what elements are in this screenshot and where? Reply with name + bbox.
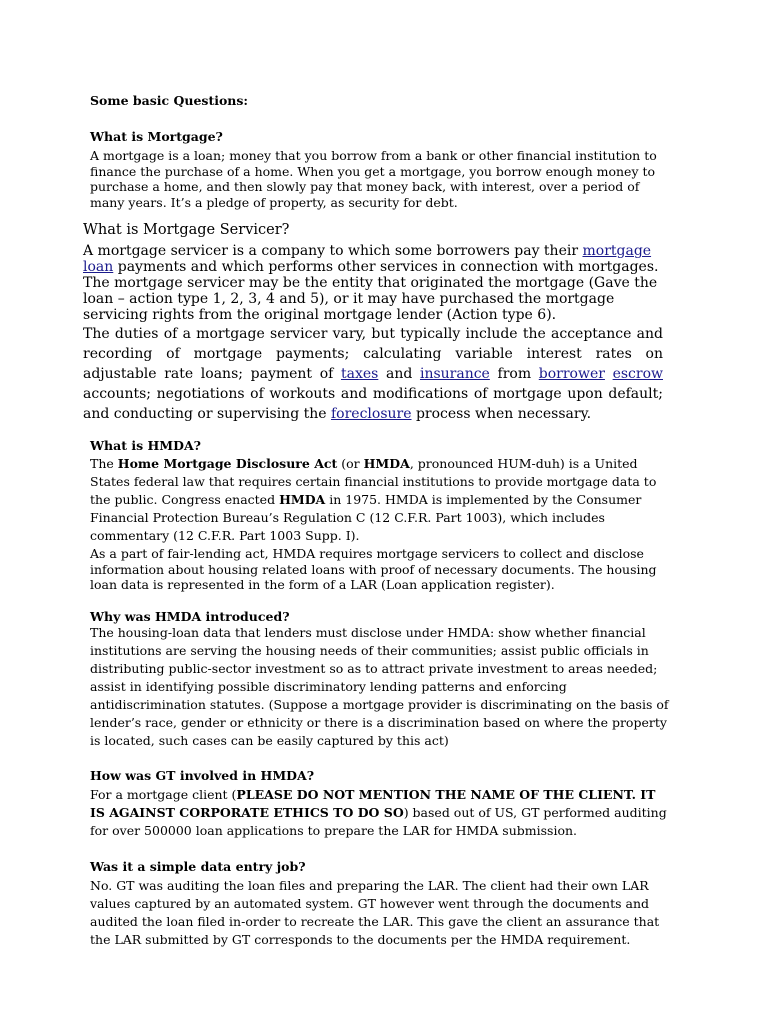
escrow-link[interactable]: escrow xyxy=(612,366,663,382)
insurance-link[interactable]: insurance xyxy=(419,366,490,382)
hmda-paragraph-2: As a part of fair-lending act, HMDA requires mortgage servicers to collect and disclose information about housing related loans with proof of necessary documents. The housing loan data is represented in the form of a LAR (Loan application register). xyxy=(90,546,657,592)
foreclosure-link[interactable]: foreclosure xyxy=(330,406,412,422)
mortgage-answer: A mortgage is a loan; money that you borrow from a bank or other financial institution to finance the purchase of a home. When you get a mortgage, you borrow enough money to purchase a home, and then slowly pay that money back, with interest, over a period of many years. It’s a pledge of property, as security for debt. xyxy=(90,148,657,210)
servicer-question: What is Mortgage Servicer? xyxy=(83,222,290,238)
why-answer: The housing-loan data that lenders must disclose under HMDA: show whether financial institutions are serving the housing needs of their communities; assist public officials in distributing public-sector investment so as to attract private investment to areas needed; assist in identifying possible discriminatory lending patterns and enforcing antidiscrimination statutes. (Suppose a mortgage provider is discriminating on the basis of lender’s race, gender or ethnicity or there is a discrimination based on where the property is located, such cases can be easily captured by this act) xyxy=(90,625,669,748)
hmda-paragraph-1: The Home Mortgage Disclosure Act (or HMDA, pronounced HUM-duh) is a United States federal law that requires certain financial institutions to provide mortgage data to the public. Congress enacted HMDA in 1975. HMDA is implemented by the Consumer Financial Protection Bureau’s Regulation C (12 C.F.R. Part 1003), which includes commentary (12 C.F.R. Part 1003 Supp. I). xyxy=(90,456,657,543)
why-question: Why was HMDA introduced? xyxy=(90,609,290,624)
mortgage-question: What is Mortgage? xyxy=(90,129,223,144)
intro-heading: Some basic Questions: xyxy=(90,93,249,108)
hmda-question: What is HMDA? xyxy=(90,438,201,453)
servicer-paragraph-1: A mortgage servicer is a company to which some borrowers pay their mortgage loan payments and which performs other services in connection with mortgages. The mortgage servicer may be the entity that originated the mortgage (Gave the loan – action type 1, 2, 3, 4 and 5), or it may have purchased the mortgage servicing rights from the original mortgage lender (Action type 6). xyxy=(83,243,659,323)
simple-question: Was it a simple data entry job? xyxy=(90,859,306,874)
mortgage-loan-link[interactable]: mortgage loan xyxy=(83,243,652,275)
servicer-paragraph-2: The duties of a mortgage servicer vary, but typically include the acceptance and recording of mortgage payments; calculating variable interest rates on adjustable rate loans; payment of taxes and insurance from borrower escrow accounts; negotiations of workouts and modifications of mortgage upon default; and conducting or supervising the foreclosure process when necessary. xyxy=(83,326,663,422)
taxes-link[interactable]: taxes xyxy=(340,366,379,382)
borrower-link[interactable]: borrower xyxy=(538,366,605,382)
gt-question: How was GT involved in HMDA? xyxy=(90,768,315,783)
simple-answer: No. GT was auditing the loan files and preparing the LAR. The client had their own LAR values captured by an automated system. GT however went through the documents and audited the loan filed in-order to recreate the LAR. This gave the client an assurance that the LAR submitted by GT corresponds to the documents per the HMDA requirement. xyxy=(90,878,660,947)
gt-answer: For a mortgage client (PLEASE DO NOT MENTION THE NAME OF THE CLIENT. IT IS AGAINST CORPORATE ETHICS TO DO SO) based out of US, GT performed auditing for over 500000 loan applications to prepare the LAR for HMDA submission. xyxy=(90,787,667,838)
